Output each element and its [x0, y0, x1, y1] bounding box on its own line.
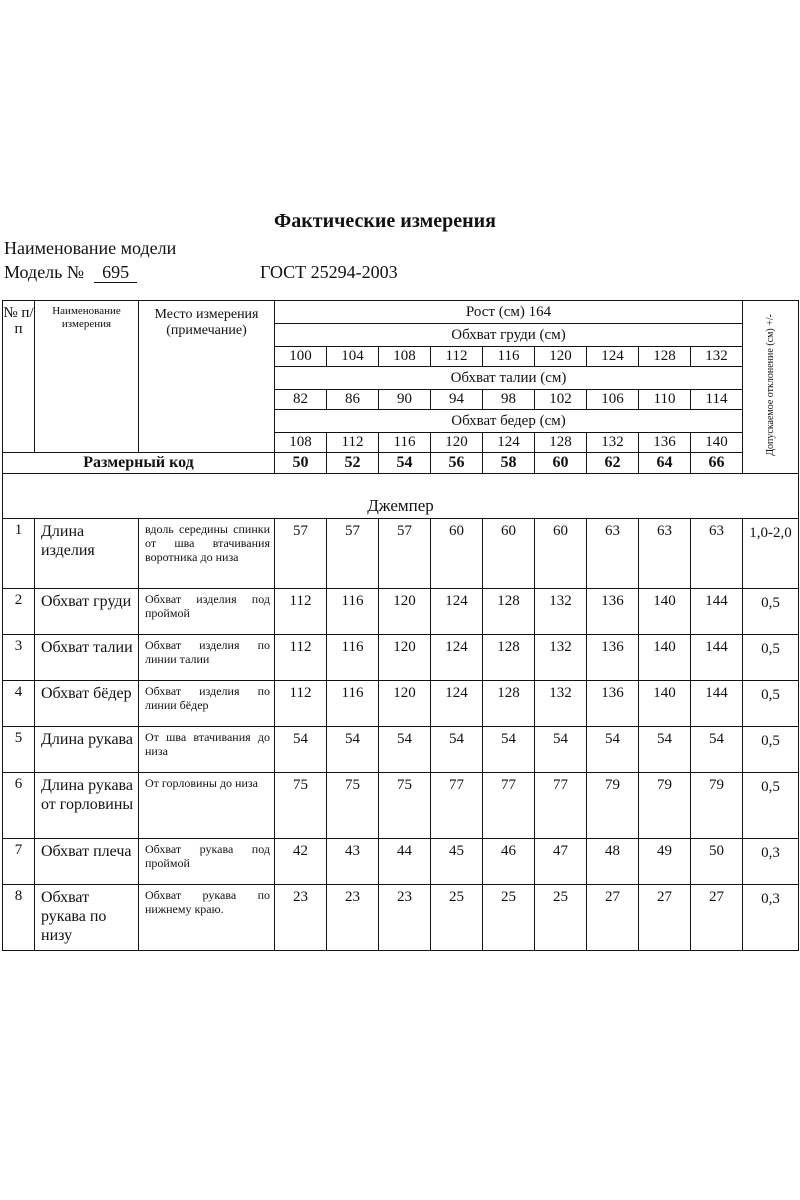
- size-code: 64: [639, 453, 691, 474]
- measurement-value: 23: [275, 885, 327, 951]
- table-row: [3, 839, 799, 885]
- measurement-value: 27: [587, 885, 639, 951]
- measurement-value: 120: [379, 589, 431, 635]
- measurement-name: Длина изделия: [35, 519, 139, 589]
- measurement-value: 63: [639, 519, 691, 589]
- measurement-value: 77: [483, 773, 535, 839]
- measurement-value: 54: [587, 727, 639, 773]
- measurement-value: 132: [535, 589, 587, 635]
- measurement-value: 116: [327, 681, 379, 727]
- row-number: 3: [3, 635, 35, 681]
- measurement-value: 63: [691, 519, 743, 589]
- measurement-value: 49: [639, 839, 691, 885]
- measurement-value: 27: [639, 885, 691, 951]
- measurement-value: 144: [691, 635, 743, 681]
- measurement-value: 54: [691, 727, 743, 773]
- hips-value: 112: [327, 433, 379, 453]
- header-tolerance: [743, 301, 799, 474]
- size-code: 56: [431, 453, 483, 474]
- measurement-value: 77: [431, 773, 483, 839]
- size-code: 52: [327, 453, 379, 474]
- measurement-value: 23: [379, 885, 431, 951]
- measurement-value: 116: [327, 589, 379, 635]
- section-title: Джемпер: [3, 492, 799, 519]
- tolerance-value: 0,3: [743, 885, 799, 951]
- table-row: [3, 681, 799, 727]
- measurement-value: 47: [535, 839, 587, 885]
- measurement-place: вдоль середины спинки от шва втачивания воротника до низа: [139, 519, 275, 589]
- measurement-value: 54: [431, 727, 483, 773]
- measurement-value: 25: [483, 885, 535, 951]
- chest-value: 124: [587, 347, 639, 367]
- model-number: 695: [94, 262, 137, 283]
- measurement-value: 54: [275, 727, 327, 773]
- measurement-value: 54: [535, 727, 587, 773]
- measurement-value: 140: [639, 681, 691, 727]
- size-code: 60: [535, 453, 587, 474]
- measurement-value: 23: [327, 885, 379, 951]
- measurement-value: 120: [379, 681, 431, 727]
- chest-value: 132: [691, 347, 743, 367]
- chest-value: 112: [431, 347, 483, 367]
- measurement-value: 124: [431, 589, 483, 635]
- gost-standard: ГОСТ 25294-2003: [260, 262, 398, 282]
- measurement-value: 54: [639, 727, 691, 773]
- header-num: № п/п: [3, 301, 35, 453]
- table-row: [3, 635, 799, 681]
- measurement-value: 25: [535, 885, 587, 951]
- measurement-value: 116: [327, 635, 379, 681]
- hips-value: 120: [431, 433, 483, 453]
- measurement-value: 112: [275, 589, 327, 635]
- waist-value: 98: [483, 390, 535, 410]
- document-title: Фактические измерения: [274, 210, 496, 232]
- header-place: Место измерения (примечание): [139, 301, 275, 453]
- measurement-value: 54: [327, 727, 379, 773]
- measurement-value: 63: [587, 519, 639, 589]
- measurement-value: 60: [431, 519, 483, 589]
- size-code: 62: [587, 453, 639, 474]
- measurement-value: 128: [483, 681, 535, 727]
- hips-value: 132: [587, 433, 639, 453]
- tolerance-value: 1,0-2,0: [743, 519, 799, 589]
- measurement-value: 27: [691, 885, 743, 951]
- hips-value: 128: [535, 433, 587, 453]
- header-hips-label: Обхват бедер (см): [275, 410, 743, 433]
- row-number: 5: [3, 727, 35, 773]
- measurement-value: 57: [275, 519, 327, 589]
- measurement-value: 45: [431, 839, 483, 885]
- measurement-value: 144: [691, 589, 743, 635]
- tolerance-value: 0,5: [743, 681, 799, 727]
- size-code: 50: [275, 453, 327, 474]
- measurement-value: 54: [483, 727, 535, 773]
- hips-value: 140: [691, 433, 743, 453]
- waist-value: 90: [379, 390, 431, 410]
- tolerance-value: 0,5: [743, 727, 799, 773]
- measurement-name: Обхват рукава по низу: [35, 885, 139, 951]
- measurement-value: 128: [483, 635, 535, 681]
- measurement-value: 79: [639, 773, 691, 839]
- table-row: [3, 519, 799, 589]
- tolerance-label: Допускаемое отклонение (см) +/-: [764, 313, 776, 456]
- waist-value: 102: [535, 390, 587, 410]
- measurement-value: 57: [327, 519, 379, 589]
- measurement-name: Длина рукава: [35, 727, 139, 773]
- measurement-value: 44: [379, 839, 431, 885]
- model-name-label: Наименование модели: [4, 238, 177, 258]
- chest-value: 116: [483, 347, 535, 367]
- tolerance-value: 0,5: [743, 635, 799, 681]
- measurement-place: Обхват изделия под проймой: [139, 589, 275, 635]
- chest-value: 108: [379, 347, 431, 367]
- measurement-value: 79: [587, 773, 639, 839]
- size-code-label: Размерный код: [3, 453, 275, 474]
- table-row: [3, 727, 799, 773]
- table-row: [3, 589, 799, 635]
- waist-value: 94: [431, 390, 483, 410]
- hips-value: 108: [275, 433, 327, 453]
- table-row: [3, 773, 799, 839]
- row-number: 6: [3, 773, 35, 839]
- measurement-value: 79: [691, 773, 743, 839]
- measurement-value: 75: [327, 773, 379, 839]
- tolerance-value: 0,5: [743, 589, 799, 635]
- measurement-place: От шва втачивания до низа: [139, 727, 275, 773]
- row-number: 1: [3, 519, 35, 589]
- measurements-table: [2, 300, 799, 951]
- measurement-value: 136: [587, 589, 639, 635]
- row-number: 4: [3, 681, 35, 727]
- measurement-name: Обхват плеча: [35, 839, 139, 885]
- header-height: Рост (см) 164: [275, 301, 743, 324]
- measurement-value: 75: [379, 773, 431, 839]
- tolerance-value: 0,5: [743, 773, 799, 839]
- measurement-value: 136: [587, 635, 639, 681]
- table-row: [3, 885, 799, 951]
- measurement-value: 60: [535, 519, 587, 589]
- measurement-value: 57: [379, 519, 431, 589]
- measurement-place: Обхват изделия по линии талии: [139, 635, 275, 681]
- measurement-place: От горловины до низа: [139, 773, 275, 839]
- hips-value: 124: [483, 433, 535, 453]
- measurement-value: 140: [639, 589, 691, 635]
- row-number: 2: [3, 589, 35, 635]
- model-number-line: [4, 262, 137, 283]
- measurement-value: 132: [535, 681, 587, 727]
- measurement-value: 124: [431, 635, 483, 681]
- measurement-value: 112: [275, 681, 327, 727]
- measurement-value: 50: [691, 839, 743, 885]
- chest-value: 104: [327, 347, 379, 367]
- chest-value: 100: [275, 347, 327, 367]
- measurement-value: 43: [327, 839, 379, 885]
- measurement-value: 77: [535, 773, 587, 839]
- measurement-value: 25: [431, 885, 483, 951]
- measurement-value: 120: [379, 635, 431, 681]
- measurement-value: 54: [379, 727, 431, 773]
- measurement-value: 144: [691, 681, 743, 727]
- chest-value: 120: [535, 347, 587, 367]
- measurement-value: 124: [431, 681, 483, 727]
- size-code: 54: [379, 453, 431, 474]
- measurement-value: 75: [275, 773, 327, 839]
- size-code: 66: [691, 453, 743, 474]
- waist-value: 114: [691, 390, 743, 410]
- hips-value: 136: [639, 433, 691, 453]
- waist-value: 106: [587, 390, 639, 410]
- tolerance-value: 0,3: [743, 839, 799, 885]
- measurement-value: 48: [587, 839, 639, 885]
- measurement-value: 46: [483, 839, 535, 885]
- measurement-place: Обхват рукава по нижнему краю.: [139, 885, 275, 951]
- row-number: 8: [3, 885, 35, 951]
- measurement-name: Длина рукава от горловины: [35, 773, 139, 839]
- header-chest-label: Обхват груди (см): [275, 324, 743, 347]
- waist-value: 82: [275, 390, 327, 410]
- measurement-value: 60: [483, 519, 535, 589]
- row-number: 7: [3, 839, 35, 885]
- chest-value: 128: [639, 347, 691, 367]
- hips-value: 116: [379, 433, 431, 453]
- measurement-name: Обхват бёдер: [35, 681, 139, 727]
- waist-value: 86: [327, 390, 379, 410]
- spacer-cell: [3, 474, 799, 493]
- measurement-value: 42: [275, 839, 327, 885]
- measurement-value: 132: [535, 635, 587, 681]
- size-code-row: [3, 453, 799, 474]
- measurement-value: 128: [483, 589, 535, 635]
- model-label: Модель №: [4, 262, 85, 282]
- waist-value: 110: [639, 390, 691, 410]
- measurement-place: Обхват изделия по линии бёдер: [139, 681, 275, 727]
- measurement-value: 140: [639, 635, 691, 681]
- header-name: Наименование измерения: [35, 301, 139, 453]
- size-code: 58: [483, 453, 535, 474]
- measurement-value: 136: [587, 681, 639, 727]
- measurement-name: Обхват талии: [35, 635, 139, 681]
- measurement-value: 112: [275, 635, 327, 681]
- measurement-place: Обхват рукава под проймой: [139, 839, 275, 885]
- measurement-name: Обхват груди: [35, 589, 139, 635]
- header-waist-label: Обхват талии (см): [275, 367, 743, 390]
